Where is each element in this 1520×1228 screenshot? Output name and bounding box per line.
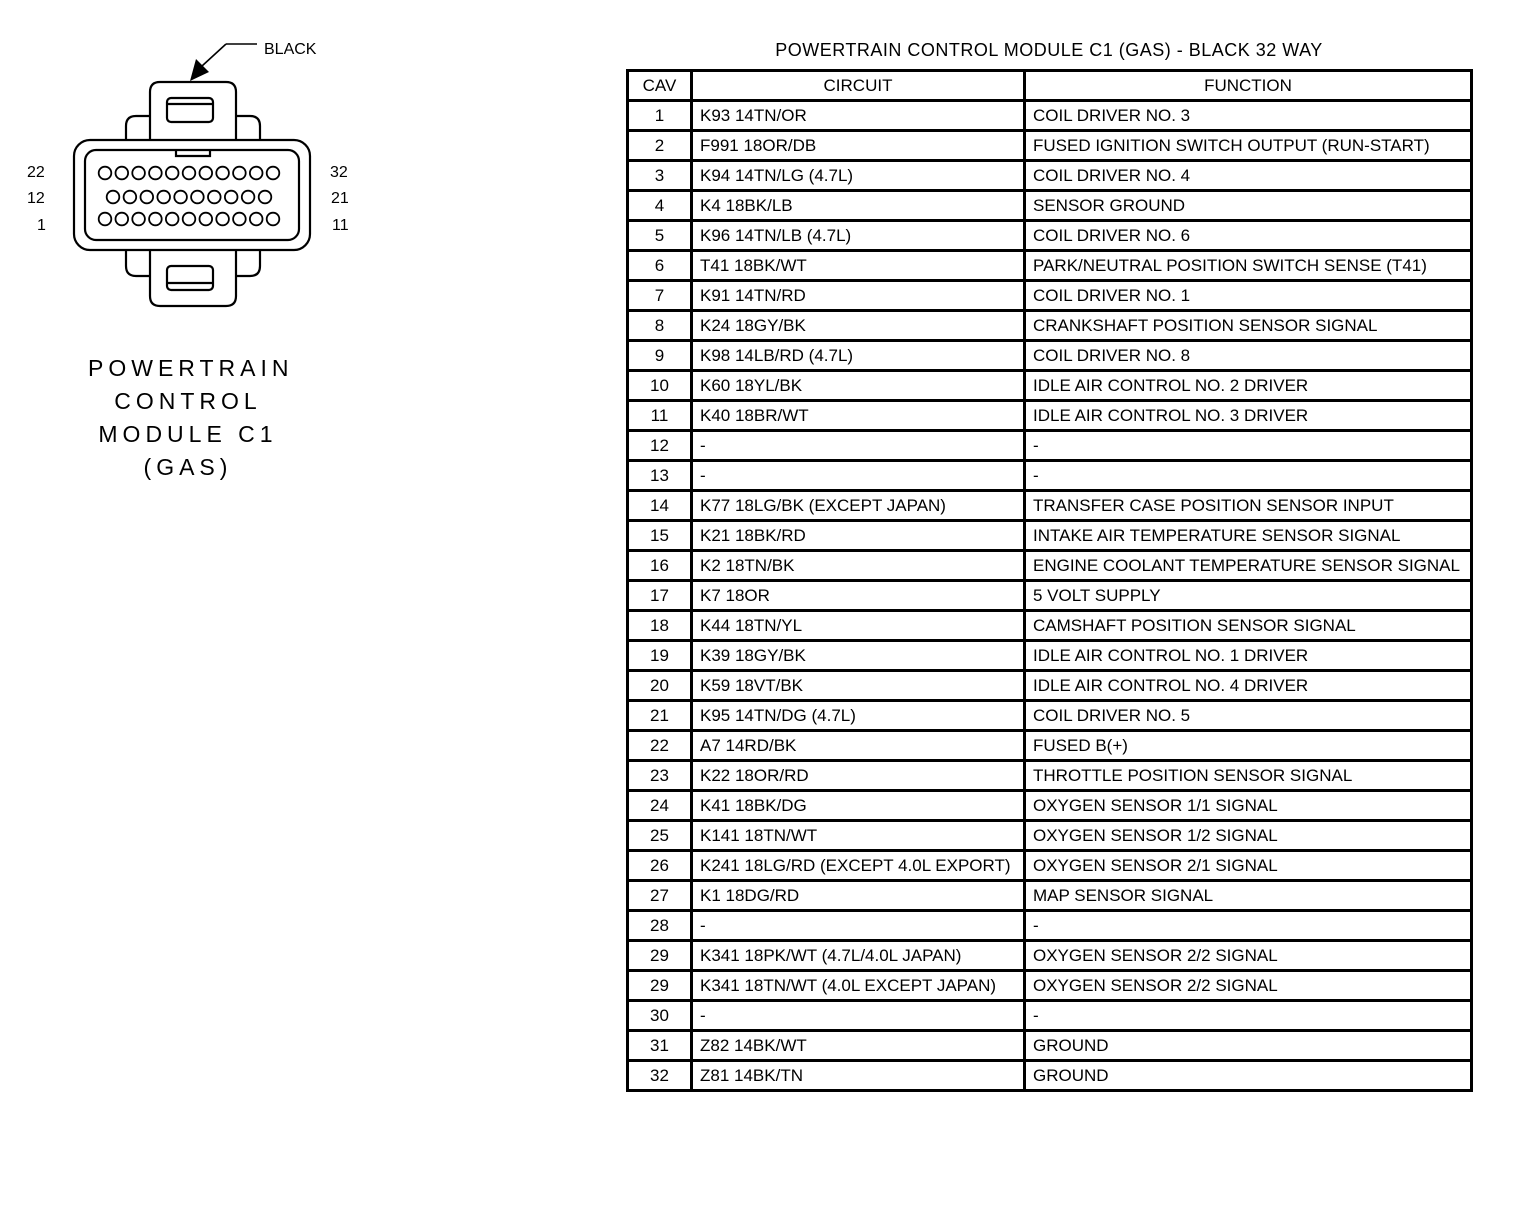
cell-cav: 6 (628, 251, 692, 281)
connector-title-line: CONTROL (114, 388, 262, 414)
pin-hole (116, 213, 129, 226)
cell-cav: 29 (628, 971, 692, 1001)
cell-function: OXYGEN SENSOR 2/1 SIGNAL (1025, 851, 1472, 881)
cell-function: SENSOR GROUND (1025, 191, 1472, 221)
cell-cav: 12 (628, 431, 692, 461)
cell-function: THROTTLE POSITION SENSOR SIGNAL (1025, 761, 1472, 791)
cell-circuit: K95 14TN/DG (4.7L) (692, 701, 1025, 731)
connector-title (88, 352, 294, 484)
table-row (628, 1061, 1472, 1091)
connector-bottom-latch (150, 250, 236, 306)
cell-cav: 27 (628, 881, 692, 911)
cell-cav: 26 (628, 851, 692, 881)
cell-cav: 8 (628, 311, 692, 341)
cell-function: IDLE AIR CONTROL NO. 4 DRIVER (1025, 671, 1472, 701)
cell-circuit: K40 18BR/WT (692, 401, 1025, 431)
connector-color-label: BLACK (264, 41, 317, 58)
cell-function: - (1025, 461, 1472, 491)
table-row (628, 131, 1472, 161)
cell-circuit: K91 14TN/RD (692, 281, 1025, 311)
cell-cav: 23 (628, 761, 692, 791)
table-row (628, 821, 1472, 851)
cell-function: MAP SENSOR SIGNAL (1025, 881, 1472, 911)
cell-function: IDLE AIR CONTROL NO. 2 DRIVER (1025, 371, 1472, 401)
pinout-table (626, 69, 1473, 1092)
pin-hole (149, 167, 162, 180)
cell-function: OXYGEN SENSOR 2/2 SIGNAL (1025, 971, 1472, 1001)
cell-circuit: K98 14LB/RD (4.7L) (692, 341, 1025, 371)
cell-cav: 7 (628, 281, 692, 311)
table-row (628, 1001, 1472, 1031)
table-row (628, 251, 1472, 281)
cell-circuit: K341 18PK/WT (4.7L/4.0L JAPAN) (692, 941, 1025, 971)
table-row (628, 521, 1472, 551)
pin-hole (149, 213, 162, 226)
connector-title-line: (GAS) (143, 454, 233, 480)
pin-hole (216, 213, 229, 226)
cell-function: 5 VOLT SUPPLY (1025, 581, 1472, 611)
pin-hole (174, 191, 187, 204)
cell-circuit: F991 18OR/DB (692, 131, 1025, 161)
pin-label-32: 32 (330, 164, 348, 181)
cell-circuit: - (692, 431, 1025, 461)
table-row (628, 641, 1472, 671)
cell-circuit: K1 18DG/RD (692, 881, 1025, 911)
cell-cav: 2 (628, 131, 692, 161)
cell-function: COIL DRIVER NO. 4 (1025, 161, 1472, 191)
pin-label-22: 22 (27, 164, 45, 181)
cell-circuit: K41 18BK/DG (692, 791, 1025, 821)
connector-top-tab (167, 98, 213, 122)
cell-function: - (1025, 1001, 1472, 1031)
cell-function: GROUND (1025, 1031, 1472, 1061)
cell-function: CRANKSHAFT POSITION SENSOR SIGNAL (1025, 311, 1472, 341)
table-row (628, 491, 1472, 521)
connector-top-latch (150, 82, 236, 140)
pin-hole (208, 191, 221, 204)
pin-label-11: 11 (332, 217, 349, 234)
table-row (628, 221, 1472, 251)
connector-title-line: MODULE C1 (98, 421, 278, 447)
cell-cav: 19 (628, 641, 692, 671)
cell-cav: 10 (628, 371, 692, 401)
connector-title-line: POWERTRAIN (88, 355, 294, 381)
cell-function: OXYGEN SENSOR 1/2 SIGNAL (1025, 821, 1472, 851)
cell-circuit: K2 18TN/BK (692, 551, 1025, 581)
cell-circuit: Z82 14BK/WT (692, 1031, 1025, 1061)
table-row (628, 311, 1472, 341)
cell-circuit: K4 18BK/LB (692, 191, 1025, 221)
pin-hole (116, 167, 129, 180)
table-row (628, 341, 1472, 371)
table-row (628, 731, 1472, 761)
table-row (628, 551, 1472, 581)
cell-circuit: K22 18OR/RD (692, 761, 1025, 791)
cell-circuit: K94 14TN/LG (4.7L) (692, 161, 1025, 191)
table-row (628, 461, 1472, 491)
table-row (628, 161, 1472, 191)
table-row (628, 971, 1472, 1001)
cell-cav: 28 (628, 911, 692, 941)
header-circuit: CIRCUIT (692, 71, 1025, 101)
pin-hole (233, 167, 246, 180)
cell-cav: 13 (628, 461, 692, 491)
cell-circuit: K141 18TN/WT (692, 821, 1025, 851)
cell-circuit: - (692, 461, 1025, 491)
cell-function: - (1025, 911, 1472, 941)
cell-function: CAMSHAFT POSITION SENSOR SIGNAL (1025, 611, 1472, 641)
cell-cav: 18 (628, 611, 692, 641)
cell-circuit: K7 18OR (692, 581, 1025, 611)
cell-cav: 5 (628, 221, 692, 251)
pin-hole (216, 167, 229, 180)
cell-circuit: K93 14TN/OR (692, 101, 1025, 131)
cell-function: COIL DRIVER NO. 3 (1025, 101, 1472, 131)
connector-diagram (0, 0, 600, 345)
table-title: POWERTRAIN CONTROL MODULE C1 (GAS) - BLACK 32 WAY (775, 40, 1323, 60)
cell-cav: 17 (628, 581, 692, 611)
header-function: FUNCTION (1025, 71, 1472, 101)
cell-cav: 16 (628, 551, 692, 581)
cell-cav: 1 (628, 101, 692, 131)
cell-circuit: A7 14RD/BK (692, 731, 1025, 761)
pin-hole (250, 213, 263, 226)
cell-function: FUSED IGNITION SWITCH OUTPUT (RUN-START) (1025, 131, 1472, 161)
cell-circuit: K77 18LG/BK (EXCEPT JAPAN) (692, 491, 1025, 521)
pin-hole (200, 213, 213, 226)
table-row (628, 281, 1472, 311)
cell-function: OXYGEN SENSOR 1/1 SIGNAL (1025, 791, 1472, 821)
table-row (628, 671, 1472, 701)
cell-function: - (1025, 431, 1472, 461)
cell-function: COIL DRIVER NO. 6 (1025, 221, 1472, 251)
pin-hole (242, 191, 255, 204)
cell-cav: 29 (628, 941, 692, 971)
pin-hole (250, 167, 263, 180)
pin-label-12: 12 (27, 190, 45, 207)
cell-function: IDLE AIR CONTROL NO. 1 DRIVER (1025, 641, 1472, 671)
cell-function: COIL DRIVER NO. 8 (1025, 341, 1472, 371)
pin-hole (132, 213, 145, 226)
table-row (628, 701, 1472, 731)
pin-hole (166, 167, 179, 180)
pin-hole (200, 167, 213, 180)
cell-circuit: - (692, 911, 1025, 941)
cell-function: FUSED B(+) (1025, 731, 1472, 761)
cell-circuit: K24 18GY/BK (692, 311, 1025, 341)
cell-circuit: - (692, 1001, 1025, 1031)
cell-cav: 22 (628, 731, 692, 761)
cell-circuit: K241 18LG/RD (EXCEPT 4.0L EXPORT) (692, 851, 1025, 881)
table-row (628, 851, 1472, 881)
pin-hole (166, 213, 179, 226)
pin-hole (267, 213, 280, 226)
cell-function: COIL DRIVER NO. 5 (1025, 701, 1472, 731)
cell-function: INTAKE AIR TEMPERATURE SENSOR SIGNAL (1025, 521, 1472, 551)
pin-hole (225, 191, 238, 204)
cell-function: OXYGEN SENSOR 2/2 SIGNAL (1025, 941, 1472, 971)
pin-hole (191, 191, 204, 204)
pin-hole (233, 213, 246, 226)
cell-circuit: K96 14TN/LB (4.7L) (692, 221, 1025, 251)
table-header-row (628, 71, 1472, 101)
cell-circuit: K341 18TN/WT (4.0L EXCEPT JAPAN) (692, 971, 1025, 1001)
table-row (628, 1031, 1472, 1061)
table-row (628, 941, 1472, 971)
cell-cav: 15 (628, 521, 692, 551)
cell-cav: 11 (628, 401, 692, 431)
cell-circuit: K44 18TN/YL (692, 611, 1025, 641)
pin-hole (183, 213, 196, 226)
cell-function: GROUND (1025, 1061, 1472, 1091)
table-row (628, 401, 1472, 431)
cell-function: COIL DRIVER NO. 1 (1025, 281, 1472, 311)
cell-cav: 3 (628, 161, 692, 191)
cell-circuit: K39 18GY/BK (692, 641, 1025, 671)
cell-cav: 30 (628, 1001, 692, 1031)
table-row (628, 881, 1472, 911)
cell-cav: 14 (628, 491, 692, 521)
cell-circuit: T41 18BK/WT (692, 251, 1025, 281)
cell-cav: 20 (628, 671, 692, 701)
cell-cav: 21 (628, 701, 692, 731)
cell-function: TRANSFER CASE POSITION SENSOR INPUT (1025, 491, 1472, 521)
table-row (628, 911, 1472, 941)
table-row (628, 611, 1472, 641)
pin-hole (157, 191, 170, 204)
table-row (628, 371, 1472, 401)
table-row (628, 191, 1472, 221)
cell-circuit: Z81 14BK/TN (692, 1061, 1025, 1091)
table-row (628, 581, 1472, 611)
table-row (628, 101, 1472, 131)
pin-hole (183, 167, 196, 180)
cell-cav: 24 (628, 791, 692, 821)
cell-cav: 32 (628, 1061, 692, 1091)
cell-cav: 25 (628, 821, 692, 851)
cell-function: PARK/NEUTRAL POSITION SWITCH SENSE (T41) (1025, 251, 1472, 281)
pin-label-1: 1 (37, 217, 46, 234)
table-row (628, 761, 1472, 791)
cell-function: ENGINE COOLANT TEMPERATURE SENSOR SIGNAL (1025, 551, 1472, 581)
pin-hole (132, 167, 145, 180)
cell-function: IDLE AIR CONTROL NO. 3 DRIVER (1025, 401, 1472, 431)
pin-hole (124, 191, 137, 204)
pin-hole (107, 191, 120, 204)
pin-hole (259, 191, 272, 204)
pin-hole (99, 213, 112, 226)
cell-cav: 4 (628, 191, 692, 221)
connector-bottom-tab (167, 266, 213, 290)
cell-circuit: K21 18BK/RD (692, 521, 1025, 551)
header-cav: CAV (628, 71, 692, 101)
table-row (628, 791, 1472, 821)
pin-hole (267, 167, 280, 180)
pin-hole (141, 191, 154, 204)
cell-cav: 9 (628, 341, 692, 371)
cell-cav: 31 (628, 1031, 692, 1061)
connector-pin-holes (99, 167, 280, 226)
pin-label-21: 21 (331, 190, 349, 207)
table-row (628, 431, 1472, 461)
cell-circuit: K59 18VT/BK (692, 671, 1025, 701)
pin-hole (99, 167, 112, 180)
cell-circuit: K60 18YL/BK (692, 371, 1025, 401)
